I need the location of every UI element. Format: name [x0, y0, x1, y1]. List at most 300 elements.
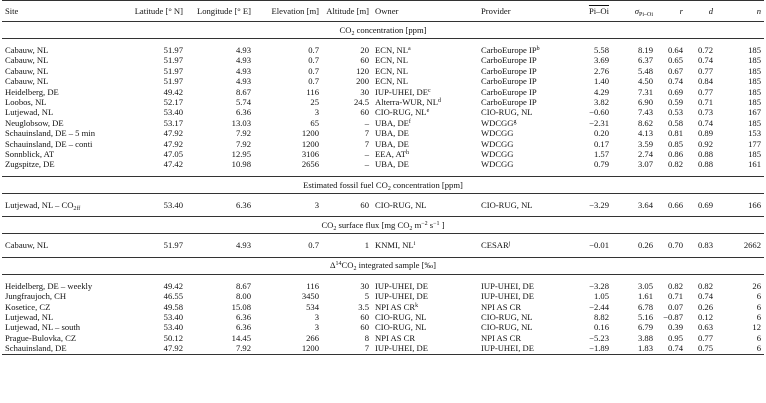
altitude-cell — [322, 149, 372, 159]
provider-cell — [478, 87, 574, 97]
n-cell-value: 6 — [756, 301, 761, 312]
elevation-cell-value: 3450 — [301, 291, 319, 302]
n-cell — [716, 322, 764, 332]
longitude-cell-value: 14.45 — [231, 332, 251, 343]
table-row — [2, 322, 764, 332]
altitude-cell — [322, 66, 372, 76]
bias-cell-value: 3.69 — [593, 55, 609, 66]
bias-cell — [574, 97, 612, 107]
sigma-cell-value: 8.19 — [637, 45, 653, 55]
provider-cell — [478, 291, 574, 301]
r-cell — [656, 55, 686, 65]
table-row — [2, 87, 764, 97]
site-cell-value: Cabauw, NL — [5, 65, 49, 76]
elevation-cell-value: 3 — [314, 311, 319, 322]
col-site: Site — [2, 1, 130, 22]
r-cell-value: 0.82 — [667, 159, 683, 170]
owner-cell-value: CIO-RUG, NL — [375, 107, 427, 118]
bias-cell — [574, 322, 612, 332]
owner-cell — [372, 302, 478, 312]
d-cell — [686, 312, 716, 322]
r-cell-value: 0.82 — [667, 280, 683, 291]
altitude-cell — [322, 343, 372, 354]
sigma-cell — [612, 291, 656, 301]
provider-cell-value: CIO-RUG, NL — [481, 322, 533, 333]
longitude-cell-value: 7.92 — [235, 343, 251, 354]
altitude-cell — [322, 159, 372, 169]
site-cell — [2, 128, 130, 138]
site-cell — [2, 200, 130, 210]
site-cell-value: Schauinsland, DE — [5, 343, 67, 354]
bias-cell — [574, 66, 612, 76]
latitude-cell — [130, 87, 186, 97]
sigma-cell-value: 7.43 — [637, 107, 653, 118]
longitude-cell-value: 7.92 — [235, 138, 251, 149]
sigma-cell — [612, 240, 656, 250]
owner-cell-value: UBA, DE — [375, 128, 409, 139]
r-cell — [656, 76, 686, 86]
n-cell-value: 185 — [748, 117, 761, 128]
site-cell — [2, 322, 130, 332]
bias-cell — [574, 45, 612, 55]
sigma-cell-value: 1.83 — [637, 343, 653, 354]
d-cell-value: 0.82 — [697, 280, 713, 291]
d-cell — [686, 322, 716, 332]
section-co2-surface-flux-title: $CO_2$ surface flux [mg $CO_2$ $m^{-2}$ $s^{-1}$ ] — [2, 217, 764, 234]
sigma-cell — [612, 281, 656, 291]
longitude-cell-value: 6.36 — [235, 311, 251, 322]
bias-cell — [574, 302, 612, 312]
sigma-cell-value: 6.79 — [637, 322, 653, 333]
d-cell — [686, 291, 716, 301]
owner-cell-value: UBA, DE — [375, 117, 409, 128]
altitude-cell-value: – — [364, 149, 369, 160]
provider-cell — [478, 149, 574, 159]
owner-footnote-mark: e — [426, 108, 430, 115]
site-cell-value: Zugspitze, DE — [5, 159, 55, 170]
r-cell-value: 0.81 — [667, 128, 683, 139]
d-cell-value: 0.26 — [697, 301, 713, 312]
sigma-cell-value: 3.05 — [637, 280, 653, 291]
site-cell — [2, 118, 130, 128]
latitude-cell — [130, 159, 186, 169]
owner-footnote-mark: d — [438, 98, 441, 105]
elevation-cell — [254, 87, 322, 97]
provider-cell — [478, 159, 574, 169]
site-cell — [2, 302, 130, 312]
owner-cell — [372, 128, 478, 138]
d-cell — [686, 333, 716, 343]
longitude-cell — [186, 240, 254, 250]
table-row — [2, 302, 764, 312]
bias-cell-value: 3.82 — [593, 97, 609, 108]
sigma-cell-value: 8.62 — [637, 117, 653, 128]
altitude-cell-value: 1 — [364, 240, 369, 251]
owner-cell-value: IUP-UHEI, DE — [375, 343, 428, 354]
d-cell-value: 0.83 — [697, 240, 713, 251]
altitude-cell — [322, 281, 372, 291]
altitude-cell-value: – — [364, 117, 369, 128]
provider-cell-value: IUP-UHEI, DE — [481, 291, 534, 302]
d-cell — [686, 139, 716, 149]
altitude-cell-value: – — [364, 159, 369, 170]
altitude-cell-value: 24.5 — [353, 97, 369, 108]
longitude-cell-value: 5.74 — [235, 97, 251, 108]
bias-cell-value: 1.40 — [593, 76, 609, 87]
r-cell — [656, 149, 686, 159]
sigma-cell — [612, 139, 656, 149]
r-cell-value: 0.65 — [667, 55, 683, 66]
provider-cell-value: IUP-UHEI, DE — [481, 343, 534, 354]
site-cell — [2, 159, 130, 169]
bias-cell-value: −1.89 — [589, 343, 609, 354]
d-cell-value: 0.92 — [697, 138, 713, 149]
latitude-cell-value: 49.58 — [163, 301, 183, 312]
provider-cell — [478, 302, 574, 312]
altitude-cell — [322, 128, 372, 138]
provider-cell-value: CarboEurope IP — [481, 97, 537, 108]
sigma-cell — [612, 66, 656, 76]
provider-cell — [478, 139, 574, 149]
provider-cell-value: WDCGG — [481, 159, 514, 170]
elevation-cell-value: 0.7 — [308, 240, 319, 251]
r-cell-value: 0.07 — [667, 301, 683, 312]
n-cell — [716, 66, 764, 76]
elevation-cell — [254, 128, 322, 138]
sigma-cell-value: 4.50 — [637, 76, 653, 87]
owner-cell — [372, 291, 478, 301]
owner-cell — [372, 149, 478, 159]
latitude-cell-value: 53.40 — [163, 199, 183, 210]
provider-cell-value: CIO-RUG, NL — [481, 311, 533, 322]
d-cell-value: 0.74 — [697, 117, 713, 128]
latitude-cell — [130, 55, 186, 65]
site-cell-value: Jungfraujoch, CH — [5, 291, 67, 302]
n-cell — [716, 87, 764, 97]
site-cell — [2, 281, 130, 291]
longitude-cell — [186, 149, 254, 159]
owner-cell — [372, 322, 478, 332]
bias-cell-value: 2.76 — [593, 65, 609, 76]
bias-cell-value: −2.31 — [589, 117, 609, 128]
bias-cell-value: 5.58 — [593, 45, 609, 55]
owner-cell — [372, 240, 478, 250]
elevation-cell-value: 1200 — [301, 343, 319, 354]
provider-cell — [478, 76, 574, 86]
latitude-cell-value: 49.42 — [163, 280, 183, 291]
latitude-cell-value: 47.92 — [163, 138, 183, 149]
table-row — [2, 240, 764, 250]
d-cell-value: 0.88 — [697, 159, 713, 170]
latitude-cell-value: 49.42 — [163, 86, 183, 97]
altitude-cell-value: 5 — [364, 291, 369, 302]
elevation-cell — [254, 302, 322, 312]
bias-cell-value: 4.29 — [593, 86, 609, 97]
elevation-cell-value: 0.7 — [308, 45, 319, 55]
elevation-cell — [254, 55, 322, 65]
owner-cell-value: CIO-RUG, NL — [375, 311, 427, 322]
latitude-cell — [130, 139, 186, 149]
elevation-cell-value: 25 — [310, 97, 319, 108]
site-cell — [2, 139, 130, 149]
sigma-cell-value: 6.78 — [637, 301, 653, 312]
elevation-cell-value: 0.7 — [308, 65, 319, 76]
longitude-cell — [186, 66, 254, 76]
altitude-cell — [322, 240, 372, 250]
sigma-cell-value: 2.74 — [637, 149, 653, 160]
site-cell — [2, 97, 130, 107]
d-cell-value: 0.71 — [697, 97, 713, 108]
longitude-cell — [186, 97, 254, 107]
owner-cell-value: ECN, NL — [375, 45, 408, 55]
owner-cell-value: UBA, DE — [375, 138, 409, 149]
latitude-cell — [130, 76, 186, 86]
provider-cell-value: CarboEurope IP — [481, 76, 537, 87]
longitude-cell-value: 13.03 — [231, 117, 251, 128]
elevation-cell — [254, 240, 322, 250]
provider-cell-value: IUP-UHEI, DE — [481, 280, 534, 291]
n-cell-value: 185 — [748, 149, 761, 160]
sigma-cell — [612, 322, 656, 332]
bias-cell-value: −3.29 — [589, 199, 609, 210]
d-cell — [686, 200, 716, 210]
elevation-cell — [254, 343, 322, 354]
sigma-cell — [612, 107, 656, 117]
col-d — [686, 1, 716, 22]
table-row — [2, 118, 764, 128]
n-cell — [716, 200, 764, 210]
table-row — [2, 200, 764, 210]
sigma-cell — [612, 149, 656, 159]
d-cell-value: 0.75 — [697, 343, 713, 354]
site-subscript: 2ff — [73, 205, 81, 211]
bias-cell — [574, 128, 612, 138]
latitude-cell-value: 47.05 — [163, 149, 183, 160]
sigma-cell — [612, 87, 656, 97]
elevation-cell — [254, 200, 322, 210]
provider-cell — [478, 128, 574, 138]
bias-cell — [574, 333, 612, 343]
latitude-cell-value: 47.42 — [163, 159, 183, 170]
altitude-cell-value: 30 — [360, 280, 369, 291]
d-cell — [686, 55, 716, 65]
sigma-cell-value: 5.48 — [637, 65, 653, 76]
site-cell-value: Lutjewad, NL – south — [5, 322, 81, 333]
altitude-cell — [322, 200, 372, 210]
d-cell — [686, 66, 716, 76]
stations-table — [2, 0, 764, 355]
col-sigma-subscript: Pi–Oi — [638, 11, 653, 18]
bias-cell-value: −5.23 — [589, 332, 609, 343]
d-cell-value: 0.77 — [697, 86, 713, 97]
n-cell-value: 6 — [756, 291, 761, 302]
owner-cell — [372, 118, 478, 128]
longitude-cell — [186, 333, 254, 343]
altitude-cell — [322, 97, 372, 107]
n-cell-value: 185 — [748, 97, 761, 108]
table-row — [2, 343, 764, 354]
longitude-cell-value: 10.98 — [231, 159, 251, 170]
table-row — [2, 333, 764, 343]
d-cell — [686, 107, 716, 117]
r-cell — [656, 302, 686, 312]
sigma-cell-value: 5.16 — [637, 311, 653, 322]
section-row — [2, 176, 764, 193]
section-delta14co2-title: $\Delta^{14}CO_2$ integrated sample [‰] — [2, 257, 764, 274]
table-row — [2, 45, 764, 55]
n-cell-value: 185 — [748, 55, 761, 66]
owner-cell-value: IUP-UHEI, DE — [375, 291, 428, 302]
elevation-cell — [254, 76, 322, 86]
bias-cell-value: 0.20 — [593, 128, 609, 139]
r-cell-value: 0.66 — [667, 199, 683, 210]
latitude-cell — [130, 343, 186, 354]
elevation-cell-value: 116 — [306, 280, 319, 291]
provider-cell — [478, 343, 574, 354]
bias-cell-value: −0.60 — [589, 107, 609, 118]
elevation-cell-value: 3 — [314, 322, 319, 333]
d-cell-value: 0.88 — [697, 149, 713, 160]
altitude-cell — [322, 45, 372, 55]
section-row — [2, 257, 764, 274]
elevation-cell — [254, 97, 322, 107]
d-cell — [686, 159, 716, 169]
latitude-cell — [130, 45, 186, 55]
longitude-cell — [186, 291, 254, 301]
site-cell-value: Cabauw, NL — [5, 240, 49, 251]
elevation-cell-value: 534 — [306, 301, 319, 312]
latitude-cell-value: 47.92 — [163, 343, 183, 354]
owner-cell-value: ECN, NL — [375, 65, 408, 76]
longitude-cell-value: 4.93 — [235, 240, 251, 251]
site-cell — [2, 291, 130, 301]
latitude-cell-value: 52.17 — [163, 97, 183, 108]
owner-cell-value: Alterra-WUR, NL — [375, 97, 438, 108]
r-cell — [656, 139, 686, 149]
latitude-cell-value: 53.40 — [163, 107, 183, 118]
sigma-cell-value: 3.07 — [637, 159, 653, 170]
d-cell — [686, 149, 716, 159]
r-cell-value: −0.87 — [663, 311, 683, 322]
sigma-cell-value: 3.64 — [637, 199, 653, 210]
col-r — [656, 1, 686, 22]
site-cell-value: Schauinsland, DE – 5 min — [5, 128, 95, 139]
altitude-cell — [322, 87, 372, 97]
longitude-cell — [186, 45, 254, 55]
owner-cell-value: CIO-RUG, NL — [375, 199, 427, 210]
longitude-cell — [186, 322, 254, 332]
d-cell — [686, 343, 716, 354]
latitude-cell — [130, 291, 186, 301]
col-n-label: n — [756, 5, 761, 16]
latitude-cell-value: 50.12 — [163, 332, 183, 343]
r-cell-value: 0.64 — [667, 45, 683, 55]
n-cell — [716, 312, 764, 322]
owner-cell — [372, 312, 478, 322]
col-sigma-symbol: σ — [634, 5, 639, 16]
owner-cell — [372, 107, 478, 117]
r-cell-value: 0.59 — [667, 97, 683, 108]
latitude-cell — [130, 128, 186, 138]
bias-cell — [574, 200, 612, 210]
latitude-cell-value: 51.97 — [163, 76, 183, 87]
n-cell-value: 6 — [756, 311, 761, 322]
longitude-cell-value: 12.95 — [231, 149, 251, 160]
latitude-cell-value: 51.97 — [163, 55, 183, 66]
altitude-cell-value: 7 — [364, 128, 369, 139]
elevation-cell-value: 0.7 — [308, 76, 319, 87]
latitude-cell — [130, 66, 186, 76]
provider-footnote-mark: b — [536, 46, 540, 52]
latitude-cell-value: 51.97 — [163, 240, 183, 251]
sigma-cell — [612, 128, 656, 138]
n-cell-value: 167 — [748, 107, 761, 118]
d-cell-value: 0.84 — [697, 76, 713, 87]
longitude-cell — [186, 302, 254, 312]
bias-cell — [574, 240, 612, 250]
site-cell-value: Kosetice, CZ — [5, 301, 51, 312]
elevation-cell-value: 3 — [314, 199, 319, 210]
r-cell-value: 0.39 — [667, 322, 683, 333]
d-cell — [686, 302, 716, 312]
latitude-cell-value: 46.55 — [163, 291, 183, 302]
col-bias-label: Pi–Oi — [588, 5, 609, 16]
n-cell-value: 185 — [748, 65, 761, 76]
bias-cell-value: 1.05 — [593, 291, 609, 302]
provider-cell-value: CarboEurope IP — [481, 86, 537, 97]
bias-cell — [574, 107, 612, 117]
owner-cell — [372, 76, 478, 86]
site-cell-value: Cabauw, NL — [5, 76, 49, 87]
owner-cell — [372, 87, 478, 97]
latitude-cell-value: 51.97 — [163, 45, 183, 55]
latitude-cell-value: 51.97 — [163, 65, 183, 76]
altitude-cell — [322, 291, 372, 301]
site-cell-value: Loobos, NL — [5, 97, 47, 108]
d-cell — [686, 118, 716, 128]
d-cell-value: 0.74 — [697, 55, 713, 66]
n-cell — [716, 343, 764, 354]
altitude-cell-value: 20 — [360, 45, 369, 55]
longitude-cell-value: 8.00 — [235, 291, 251, 302]
sigma-cell-value: 7.31 — [637, 86, 653, 97]
longitude-cell-value: 4.93 — [235, 45, 251, 55]
owner-footnote-mark: k — [415, 302, 419, 309]
table-row — [2, 149, 764, 159]
owner-cell — [372, 139, 478, 149]
latitude-cell-value: 47.92 — [163, 128, 183, 139]
longitude-cell — [186, 55, 254, 65]
elevation-cell — [254, 291, 322, 301]
elevation-cell-value: 3106 — [301, 149, 319, 160]
r-cell — [656, 343, 686, 354]
n-cell-value: 6 — [756, 332, 761, 343]
r-cell — [656, 118, 686, 128]
r-cell — [656, 281, 686, 291]
longitude-cell-value: 4.93 — [235, 76, 251, 87]
provider-footnote-mark: j — [508, 241, 511, 248]
d-cell — [686, 240, 716, 250]
d-cell-value: 0.63 — [697, 322, 713, 333]
longitude-cell-value: 7.92 — [235, 128, 251, 139]
col-d-label: d — [708, 5, 713, 16]
table-row — [2, 107, 764, 117]
sigma-cell — [612, 302, 656, 312]
bias-cell — [574, 343, 612, 354]
n-cell-value: 2662 — [743, 240, 761, 251]
r-cell — [656, 240, 686, 250]
owner-cell — [372, 200, 478, 210]
